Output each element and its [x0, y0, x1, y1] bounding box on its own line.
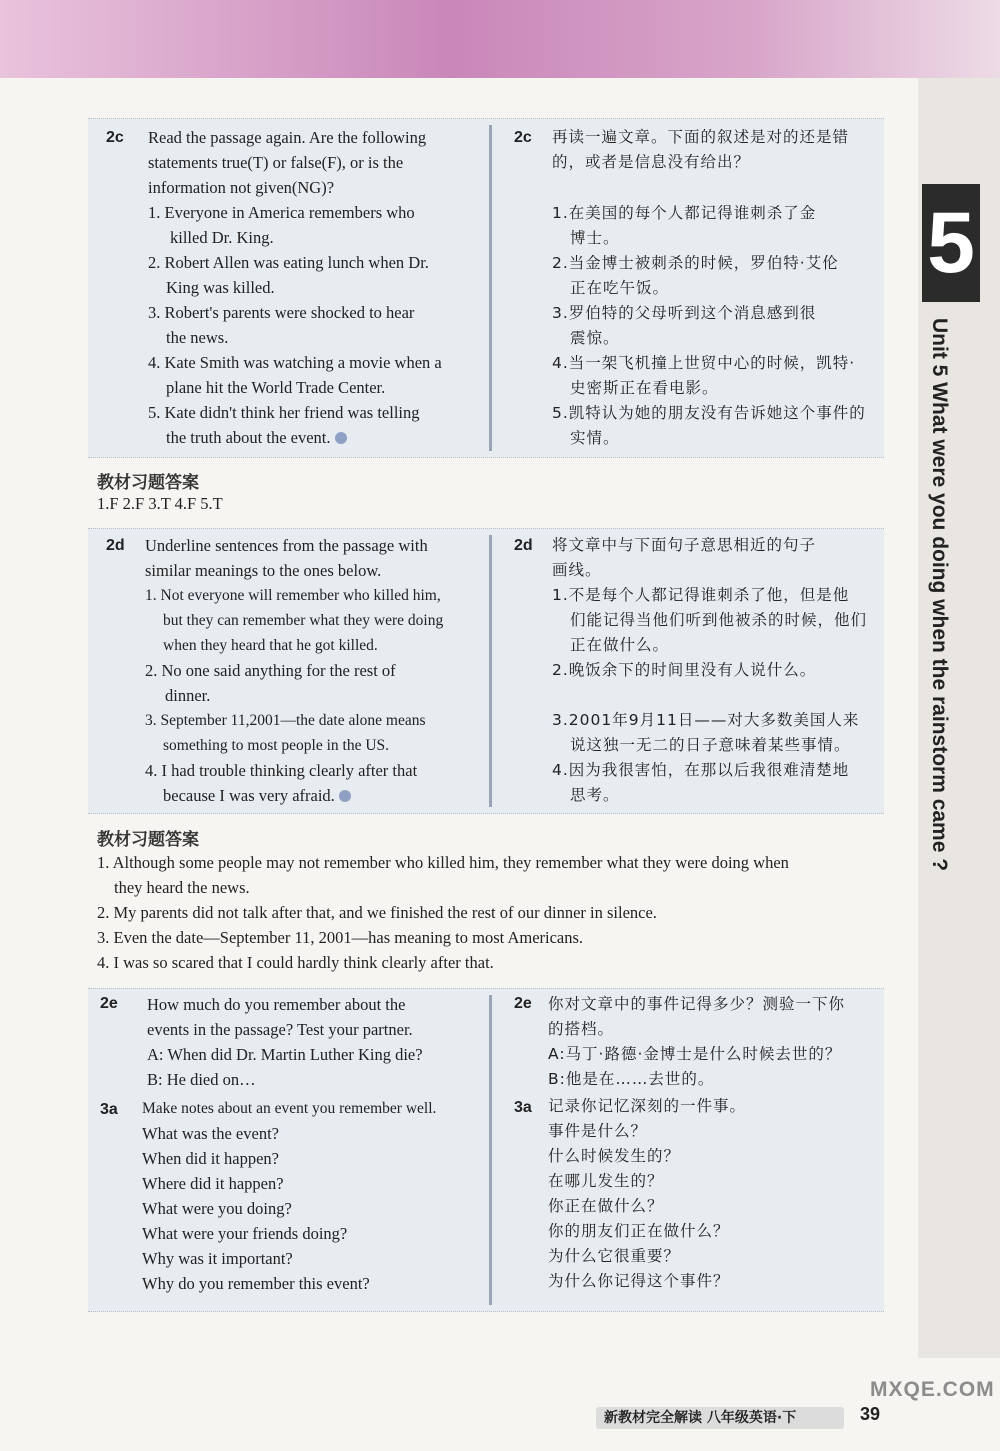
text-line: statements true(T) or false(F), or is the [148, 153, 404, 172]
answer-heading: 教材习题答案 [97, 473, 199, 493]
section-2c-chinese [502, 119, 884, 457]
section-2c-english [88, 119, 488, 457]
list-item: 2. No one said anything for the rest of [145, 661, 396, 680]
list-item-cont: killed Dr. King. [170, 228, 274, 247]
dialogue-line: A:马丁·路德·金博士是什么时候去世的？ [548, 1045, 842, 1063]
question-line: 什么时候发生的？ [548, 1147, 681, 1165]
answer-heading: 教材习题答案 [97, 830, 199, 850]
question-line: Why do you remember this event? [142, 1274, 370, 1293]
list-item: 4. I had trouble thinking clearly after that [145, 761, 418, 780]
list-item: 3.罗伯特的父母听到这个消息感到很 [552, 304, 817, 322]
list-item: 3. Robert's parents were shocked to hear [148, 303, 415, 322]
list-item-cont: 正在做什么。 [570, 636, 670, 654]
text-line: 再读一遍文章。下面的叙述是对的还是错 [552, 128, 850, 146]
text-line: 的搭档。 [548, 1020, 615, 1038]
section-2e-3a-english [88, 989, 488, 1311]
list-item-cont: 博士。 [570, 229, 620, 247]
question-line: Where did it happen? [142, 1174, 284, 1193]
text-line: Read the passage again. Are the following [148, 128, 427, 147]
exercise-tag: 2c [514, 129, 532, 146]
question-line: 为什么你记得这个事件？ [548, 1272, 730, 1290]
list-item: 5. Kate didn't think her friend was telling [148, 403, 420, 422]
list-item-cont: but they can remember what they were doing [163, 612, 444, 629]
question-line: 为什么它很重要？ [548, 1247, 681, 1265]
list-item-cont: 说这独一无二的日子意味着某些事情。 [570, 736, 851, 754]
text-line: similar meanings to the ones below. [145, 561, 382, 580]
list-item: 4.当一架飞机撞上世贸中心的时候，凯特· [552, 354, 856, 372]
list-item-cont [163, 783, 351, 808]
section-2c-panel [88, 118, 884, 458]
section-2e-3a-chinese [502, 989, 884, 1311]
list-item: 1.在美国的每个人都记得谁刺杀了金 [552, 204, 817, 222]
question-line: When did it happen? [142, 1149, 279, 1168]
question-line: 在哪儿发生的？ [548, 1172, 664, 1190]
section-2d-panel [88, 528, 884, 814]
column-divider [489, 535, 492, 807]
book-title-footer: 新教材完全解读 八年级英语·下 [596, 1407, 844, 1429]
exercise-tag: 2d [514, 537, 533, 554]
audio-icon [335, 432, 347, 444]
list-item-cont: 正在吃午饭。 [570, 279, 670, 297]
list-item-cont: 们能记得当他们听到他被杀的时候，他们 [570, 611, 868, 629]
dialogue-line: B: He died on… [147, 1070, 256, 1089]
question-line: 你正在做什么？ [548, 1197, 664, 1215]
page-header-band [0, 0, 1000, 78]
list-item-cont: King was killed. [166, 278, 275, 297]
answer-line: 1. Although some people may not remember who killed him, they remember what they were doing when [97, 853, 789, 872]
text-line: 将文章中与下面句子意思相近的句子 [552, 536, 817, 554]
column-divider [489, 125, 492, 451]
text-line: 你对文章中的事件记得多少？测验一下你 [548, 995, 846, 1013]
list-item: 1. Everyone in America remembers who [148, 203, 415, 222]
text-line: Make notes about an event you remember well. [142, 1100, 437, 1117]
list-item-cont: dinner. [165, 686, 211, 705]
audio-icon [339, 790, 351, 802]
answer-line: they heard the news. [114, 878, 250, 897]
answer-line: 1.F 2.F 3.T 4.F 5.T [97, 494, 223, 513]
unit-title: Unit 5 What were you doing when the rainstorm came ? [928, 318, 951, 872]
list-item: 4. Kate Smith was watching a movie when a [148, 353, 442, 372]
list-item-cont: 思考。 [570, 786, 620, 804]
exercise-tag: 2e [100, 995, 118, 1012]
text-line: events in the passage? Test your partner. [147, 1020, 413, 1039]
exercise-tag: 3a [100, 1101, 118, 1118]
list-item-cont: 震惊。 [570, 329, 620, 347]
question-line: 事件是什么？ [548, 1122, 648, 1140]
page-number: 39 [860, 1404, 881, 1424]
section-2d-chinese [502, 529, 884, 813]
text-line: information not given(NG)? [148, 178, 335, 197]
watermark: MXQE.COM [870, 1378, 995, 1401]
exercise-tag: 3a [514, 1099, 532, 1116]
list-item: 3. September 11,2001—the date alone means [145, 712, 426, 729]
text-span: the truth about the event. [166, 428, 331, 447]
exercise-tag: 2c [106, 129, 124, 146]
question-line: What was the event? [142, 1124, 279, 1143]
list-item: 3.2001年9月11日——对大多数美国人来 [552, 711, 860, 729]
list-item: 2.当金博士被刺杀的时候，罗伯特·艾伦 [552, 254, 839, 272]
section-2d-english [88, 529, 488, 813]
list-item: 4.因为我很害怕，在那以后我很难清楚地 [552, 761, 850, 779]
question-line: Why was it important? [142, 1249, 293, 1268]
list-item-cont [166, 425, 347, 450]
list-item: 1. Not everyone will remember who killed him, [145, 587, 441, 604]
list-item-cont: the news. [166, 328, 229, 347]
question-line: What were you doing? [142, 1199, 292, 1218]
list-item: 2.晚饭余下的时间里没有人说什么。 [552, 661, 817, 679]
text-line: 的，或者是信息没有给出？ [552, 153, 751, 171]
list-item: 1.不是每个人都记得谁刺杀了他，但是他 [552, 586, 850, 604]
exercise-tag: 2e [514, 995, 532, 1012]
column-divider [489, 995, 492, 1305]
text-line: Underline sentences from the passage with [145, 536, 428, 555]
text-line: How much do you remember about the [147, 995, 406, 1014]
list-item-cont: something to most people in the US. [163, 737, 390, 754]
list-item-cont: when they heard that he got killed. [163, 637, 378, 654]
list-item-cont: 实情。 [570, 429, 620, 447]
list-item-cont: plane hit the World Trade Center. [166, 378, 386, 397]
list-item: 2. Robert Allen was eating lunch when Dr. [148, 253, 429, 272]
text-line: 画线。 [552, 561, 602, 579]
answer-line: 4. I was so scared that I could hardly think clearly after that. [97, 953, 494, 972]
exercise-tag: 2d [106, 537, 125, 554]
answer-line: 3. Even the date—September 11, 2001—has meaning to most Americans. [97, 928, 584, 947]
list-item-cont: 史密斯正在看电影。 [570, 379, 719, 397]
text-span: because I was very afraid. [163, 786, 335, 805]
question-line: What were your friends doing? [142, 1224, 348, 1243]
text-line: 记录你记忆深刻的一件事。 [548, 1097, 747, 1115]
list-item: 5.凯特认为她的朋友没有告诉她这个事件的 [552, 404, 866, 422]
question-line: 你的朋友们正在做什么？ [548, 1222, 730, 1240]
section-2e-3a-panel [88, 988, 884, 1312]
dialogue-line: A: When did Dr. Martin Luther King die? [147, 1045, 423, 1064]
unit-number-block: 5 [922, 184, 980, 302]
dialogue-line: B:他是在……去世的。 [548, 1070, 715, 1088]
answer-line: 2. My parents did not talk after that, and we finished the rest of our dinner in silence. [97, 903, 657, 922]
